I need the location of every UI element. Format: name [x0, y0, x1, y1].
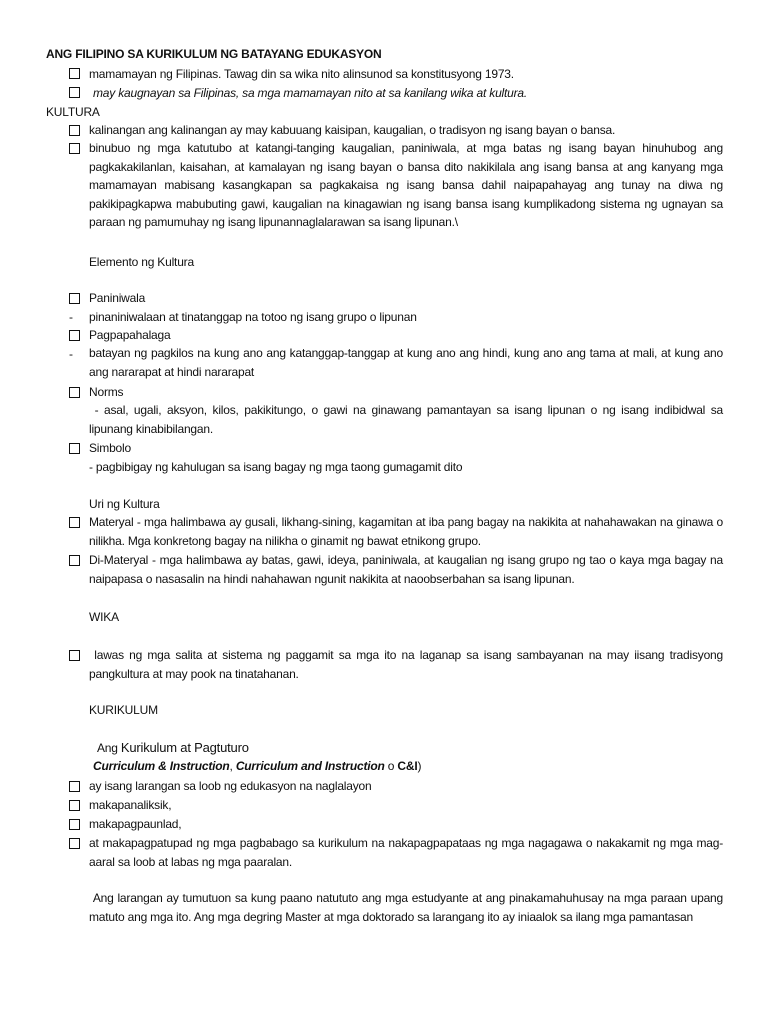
kultura-heading: KULTURA [46, 105, 100, 119]
ci-subtitle: Curriculum & Instruction, Curriculum and Instruction o C&I) [93, 759, 422, 773]
elemento-term: Paniniwala [89, 291, 146, 305]
uri-item: Di-Materyal - mga halimbawa ay batas, gawi, ideya, paniniwala, at kaugalian ng isang grupo ng tao o kaya mga bagay na naipapasa o nasasalin na hindi nahahawan ngunit nakikita at naoobserbahan sa isang lipunan. [89, 553, 723, 586]
checkbox-bullet-icon [69, 555, 80, 566]
kultura-item: binubuo ng mga katutubo at katangi-tanging kaugalian, paniniwala, at mga batas ng isang bayan hinuhubog ang pagkakakilanlan, kaisahan, at kamalayan ng isang bayan o bansa dito nakikilala ang isang bansa at ang kanyang mga mamamayan mabisang kasangkapan sa pagkakaisa ng isang bansa dahil naipapahayag ang tunay na diwa ng pakikipagkapwa mabubuting gawi, kaugalian na kinagawian ng isang bansa isang kumplikadong sistema ng ugnayan sa paraan ng pamumuhay ng isang lipunannaglalarawan sa isang lipunan.\ [89, 141, 723, 229]
kurikulum-heading: KURIKULUM [89, 703, 158, 717]
wika-item: lawas ng mga salita at sistema ng paggamit sa mga ito na laganap sa isang sambayanan na may iisang tradisyong pangkultura at may pook na tinatahanan. [89, 648, 727, 681]
checkbox-bullet-icon [69, 125, 80, 136]
elemento-definition: - pagbibigay ng kahulugan sa isang bagay ng mga taong gumagamit dito [89, 460, 463, 474]
checkbox-bullet-icon [69, 819, 80, 830]
checkbox-bullet-icon [69, 650, 80, 661]
uri-item: Materyal - mga halimbawa ay gusali, likhang-sining, kagamitan at iba pang bagay na nakikita at nahahawakan na ginawa o nilikha. Mga konkretong bagay na nilikha o ginamit ng bawat etnikong grupo. [89, 515, 723, 548]
checkbox-bullet-icon [69, 517, 80, 528]
ci-item: makapagpaunlad, [89, 817, 182, 831]
elemento-definition: pinaniniwalaan at tinatanggap na totoo ng isang grupo o lipunan [89, 310, 417, 324]
checkbox-bullet-icon [69, 443, 80, 454]
filipino-item: may kaugnayan sa Filipinas, sa mga mamamayan nito at sa kanilang wika at kultura. [93, 86, 528, 100]
checkbox-bullet-icon [69, 87, 80, 98]
elemento-heading: Elemento ng Kultura [89, 255, 194, 269]
ci-item: ay isang larangan sa loob ng edukasyon na naglalayon [89, 779, 372, 793]
checkbox-bullet-icon [69, 800, 80, 811]
checkbox-bullet-icon [69, 387, 80, 398]
checkbox-bullet-icon [69, 838, 80, 849]
checkbox-bullet-icon [69, 781, 80, 792]
uri-heading: Uri ng Kultura [89, 497, 160, 511]
document-title: ANG FILIPINO SA KURIKULUM NG BATAYANG EDUKASYON [46, 47, 382, 61]
wika-heading: WIKA [89, 610, 119, 624]
closing-paragraph: Ang larangan ay tumutuon sa kung paano natututo ang mga estudyante at ang pinakamahuhusay na mga paraan upang matuto ang mga ito. Ang mga degring Master at mga doktorado sa larangang ito ay iniaalok sa ilang mga pamantasan [89, 891, 727, 924]
elemento-term: Pagpapahalaga [89, 328, 171, 342]
checkbox-bullet-icon [69, 330, 80, 341]
ci-item: at makapagpatupad ng mga pagbabago sa kurikulum na nakapagpapataas ng mga nagagawa o nakakamit ng mga mag-aaral sa loob at labas ng mga paaralan. [89, 836, 723, 869]
elemento-term: Norms [89, 385, 124, 399]
ci-item: makapanaliksik, [89, 798, 172, 812]
kultura-item: kalinangan ang kalinangan ay may kabuuang kaisipan, kaugalian, o tradisyon ng isang bayan o bansa. [89, 123, 616, 137]
checkbox-bullet-icon [69, 143, 80, 154]
checkbox-bullet-icon [69, 68, 80, 79]
filipino-item: mamamayan ng Filipinas. Tawag din sa wika nito alinsunod sa konstitusyong 1973. [89, 67, 514, 81]
elemento-definition: batayan ng pagkilos na kung ano ang katanggap-tanggap at kung ano ang hindi, kung ano ang tama at mali, at kung ano ang nararapat at hindi nararapat [89, 346, 723, 379]
elemento-term: Simbolo [89, 441, 131, 455]
dash-bullet: - [69, 310, 73, 324]
dash-bullet: - [69, 347, 73, 361]
ci-heading: Ang Kurikulum at Pagtuturo [97, 740, 249, 755]
elemento-definition: - asal, ugali, aksyon, kilos, pakikitungo, o gawi na ginawang pamantayan sa isang lipunan o ng isang indibidwal sa lipunang kinabibilangan. [89, 403, 727, 436]
checkbox-bullet-icon [69, 293, 80, 304]
